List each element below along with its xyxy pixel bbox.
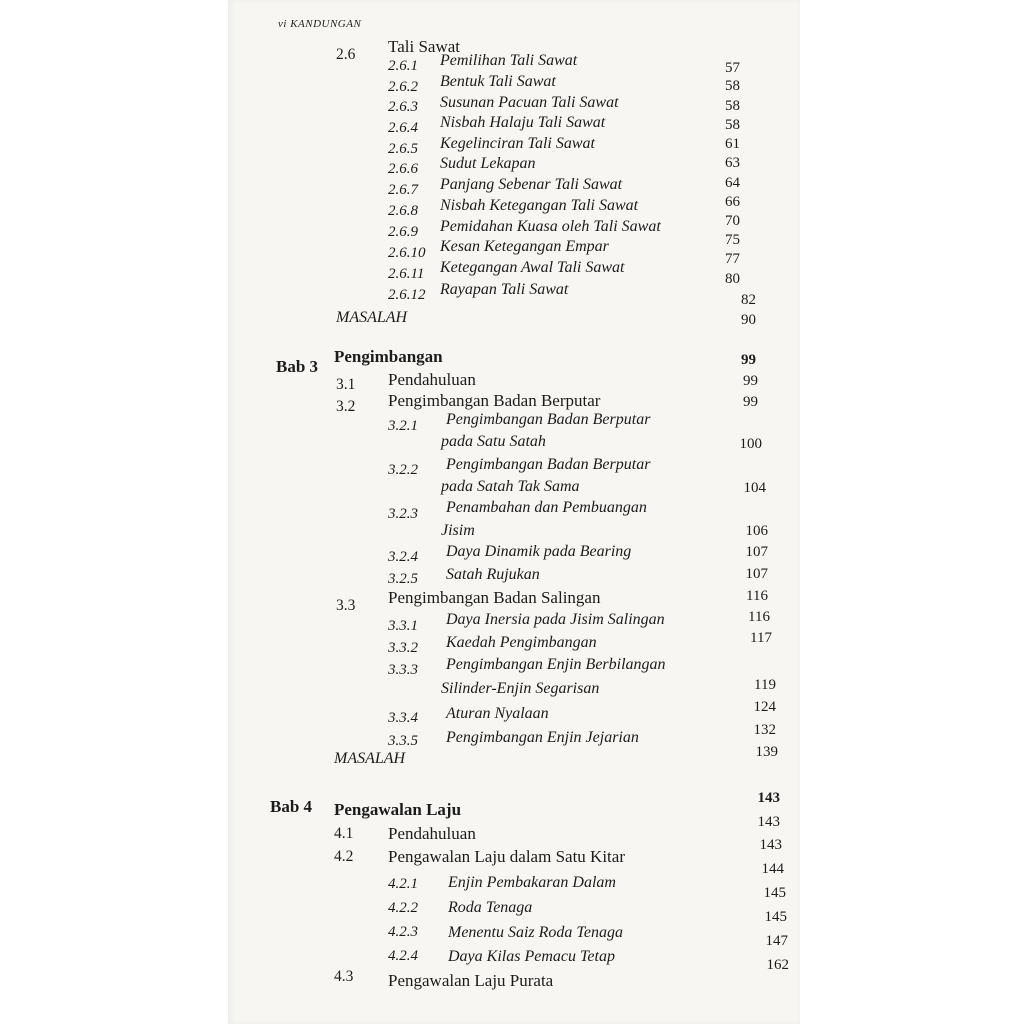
- toc-entry-number: 2.6.12: [388, 287, 426, 303]
- chapter-page: 143: [757, 790, 780, 806]
- chapter-title: Pengawalan Laju: [334, 800, 462, 819]
- toc-entry-number: 2.6.4: [388, 120, 418, 136]
- subsection-number: 3.3.4: [388, 710, 418, 726]
- section-title: Pengawalan Laju dalam Satu Kitar: [388, 847, 625, 866]
- toc-entry-title: Sudut Lekapan: [440, 155, 536, 172]
- toc-entry-page: 82: [741, 292, 756, 308]
- subsection-page: 116: [748, 609, 770, 625]
- subsection-title: Pengimbangan Badan Berputar: [446, 456, 651, 473]
- toc-entry-number: 2.6.2: [388, 79, 418, 95]
- toc-entry-page: 75: [725, 232, 740, 248]
- toc-entry-title: Bentuk Tali Sawat: [440, 73, 556, 90]
- toc-entry-page: 57: [725, 60, 740, 76]
- subsection-page: 145: [763, 885, 786, 901]
- subsection-page: 117: [750, 630, 772, 646]
- section-number: 4.1: [334, 825, 354, 842]
- section-number: 3.3: [336, 597, 356, 614]
- chapter-label: Bab 4: [270, 797, 313, 816]
- subsection-page: 132: [753, 722, 776, 738]
- section-title: Pengimbangan Badan Salingan: [388, 588, 601, 607]
- toc-entry-page: 61: [725, 136, 740, 152]
- toc-entry-title: Nisbah Ketegangan Tali Sawat: [440, 197, 639, 214]
- subsection-number: 3.2.5: [388, 571, 418, 587]
- subsection-title: Satah Rujukan: [446, 566, 540, 583]
- toc-entry-number: 2.6.11: [388, 266, 425, 282]
- subsection-number: 3.3.2: [388, 640, 418, 656]
- subsection-number: 3.3.5: [388, 733, 418, 749]
- subsection-title: Daya Kilas Pemacu Tetap: [448, 948, 615, 965]
- toc-entry-page: 64: [725, 175, 740, 191]
- subsection-page: 107: [745, 544, 768, 560]
- subsection-number: 4.2.4: [388, 948, 418, 964]
- toc-entry-number: 2.6.9: [388, 224, 418, 240]
- section-page: 116: [746, 588, 768, 604]
- subsection-title-cont: pada Satu Satah: [441, 433, 546, 450]
- section-number: 3.2: [336, 398, 356, 415]
- toc-entry-page: 58: [725, 78, 740, 94]
- subsection-number: 4.2.2: [388, 900, 418, 916]
- subsection-number: 3.2.3: [388, 506, 418, 522]
- section-number: 2.6: [336, 46, 356, 63]
- toc-entry-title: Panjang Sebenar Tali Sawat: [440, 176, 623, 193]
- subsection-number: 3.2.1: [388, 418, 418, 434]
- subsection-number: 3.2.2: [388, 462, 418, 478]
- chapter-page: 99: [741, 352, 756, 368]
- toc-entry-page: 58: [725, 98, 740, 114]
- section-page: 143: [759, 837, 782, 853]
- subsection-number: 3.3.3: [388, 662, 418, 678]
- subsection-title: Pengimbangan Enjin Berbilangan: [446, 656, 666, 673]
- section-number: 4.2: [334, 848, 354, 865]
- toc-entry-page: 70: [725, 213, 740, 229]
- subsection-page: 106: [745, 523, 768, 539]
- chapter-label: Bab 3: [276, 357, 319, 376]
- toc-entry-title: Pemidahan Kuasa oleh Tali Sawat: [440, 218, 661, 235]
- toc-entry-page: 58: [725, 117, 740, 133]
- subsection-title-cont: pada Satah Tak Sama: [441, 478, 580, 495]
- masalah-page: 139: [755, 744, 778, 760]
- subsection-title: Aturan Nyalaan: [446, 705, 549, 722]
- toc-entry-number: 2.6.5: [388, 141, 418, 157]
- subsection-number: 4.2.3: [388, 924, 418, 940]
- toc-entry-page: 66: [725, 194, 740, 210]
- toc-entry-title: Rayapan Tali Sawat: [440, 281, 569, 298]
- toc-entry-title: Kegelinciran Tali Sawat: [440, 135, 595, 152]
- toc-entry-number: 2.6.6: [388, 161, 418, 177]
- section-page: 162: [766, 957, 789, 973]
- masalah-label: MASALAH: [334, 750, 406, 767]
- toc-entry-title: Nisbah Halaju Tali Sawat: [440, 114, 606, 131]
- chapter-title: Pengimbangan: [334, 347, 443, 366]
- subsection-number: 3.3.1: [388, 618, 418, 634]
- toc-entry-number: 2.6.7: [388, 182, 418, 198]
- subsection-page: 100: [739, 436, 762, 452]
- section-page: 143: [757, 814, 780, 830]
- section-number: 4.3: [334, 968, 354, 985]
- subsection-page: 119: [754, 677, 776, 693]
- subsection-page: 144: [761, 861, 784, 877]
- toc-entry-number: 2.6.8: [388, 203, 418, 219]
- toc-entry-title: Pemilihan Tali Sawat: [440, 52, 578, 69]
- toc-entry-number: 2.6.10: [388, 245, 426, 261]
- toc-entry-page: 80: [725, 271, 740, 287]
- section-title: Pengimbangan Badan Berputar: [388, 391, 601, 410]
- subsection-title-cont: Jisim: [441, 522, 475, 539]
- subsection-title: Pengimbangan Badan Berputar: [446, 411, 651, 428]
- subsection-title: Roda Tenaga: [448, 899, 533, 916]
- toc-entry-page: 77: [725, 251, 740, 267]
- running-head: vi KANDUNGAN: [278, 18, 362, 30]
- subsection-page: 145: [764, 909, 787, 925]
- section-title: Pendahuluan: [388, 824, 476, 843]
- subsection-number: 4.2.1: [388, 876, 418, 892]
- section-title: Pengawalan Laju Purata: [388, 971, 554, 990]
- section-page: 99: [743, 373, 758, 389]
- subsection-title: Enjin Pembakaran Dalam: [448, 874, 616, 891]
- subsection-title: Penambahan dan Pembuangan: [446, 499, 647, 516]
- toc-entry-number: 2.6.3: [388, 99, 418, 115]
- subsection-title-cont: Silinder-Enjin Segarisan: [441, 680, 600, 697]
- toc-entry-title: Susunan Pacuan Tali Sawat: [440, 94, 619, 111]
- subsection-page: 104: [743, 480, 766, 496]
- section-title: Pendahuluan: [388, 370, 476, 389]
- subsection-title: Menentu Saiz Roda Tenaga: [448, 924, 623, 941]
- subsection-title: Pengimbangan Enjin Jejarian: [446, 729, 639, 746]
- subsection-title: Daya Inersia pada Jisim Salingan: [446, 611, 665, 628]
- toc-entry-title: Kesan Ketegangan Empar: [440, 238, 609, 255]
- section-number: 3.1: [336, 376, 356, 393]
- subsection-page: 147: [765, 933, 788, 949]
- toc-entry-page: 90: [741, 312, 756, 328]
- subsection-page: 107: [745, 566, 768, 582]
- toc-entry-number: 2.6.1: [388, 58, 418, 74]
- subsection-title: Daya Dinamik pada Bearing: [446, 543, 632, 560]
- toc-entry-title: Ketegangan Awal Tali Sawat: [440, 259, 625, 276]
- masalah-label: MASALAH: [336, 309, 408, 326]
- section-page: 99: [743, 394, 758, 410]
- section-title: Tali Sawat: [388, 37, 460, 56]
- toc-entry-page: 63: [725, 155, 740, 171]
- subsection-title: Kaedah Pengimbangan: [446, 634, 597, 651]
- subsection-page: 124: [753, 699, 776, 715]
- subsection-number: 3.2.4: [388, 549, 418, 565]
